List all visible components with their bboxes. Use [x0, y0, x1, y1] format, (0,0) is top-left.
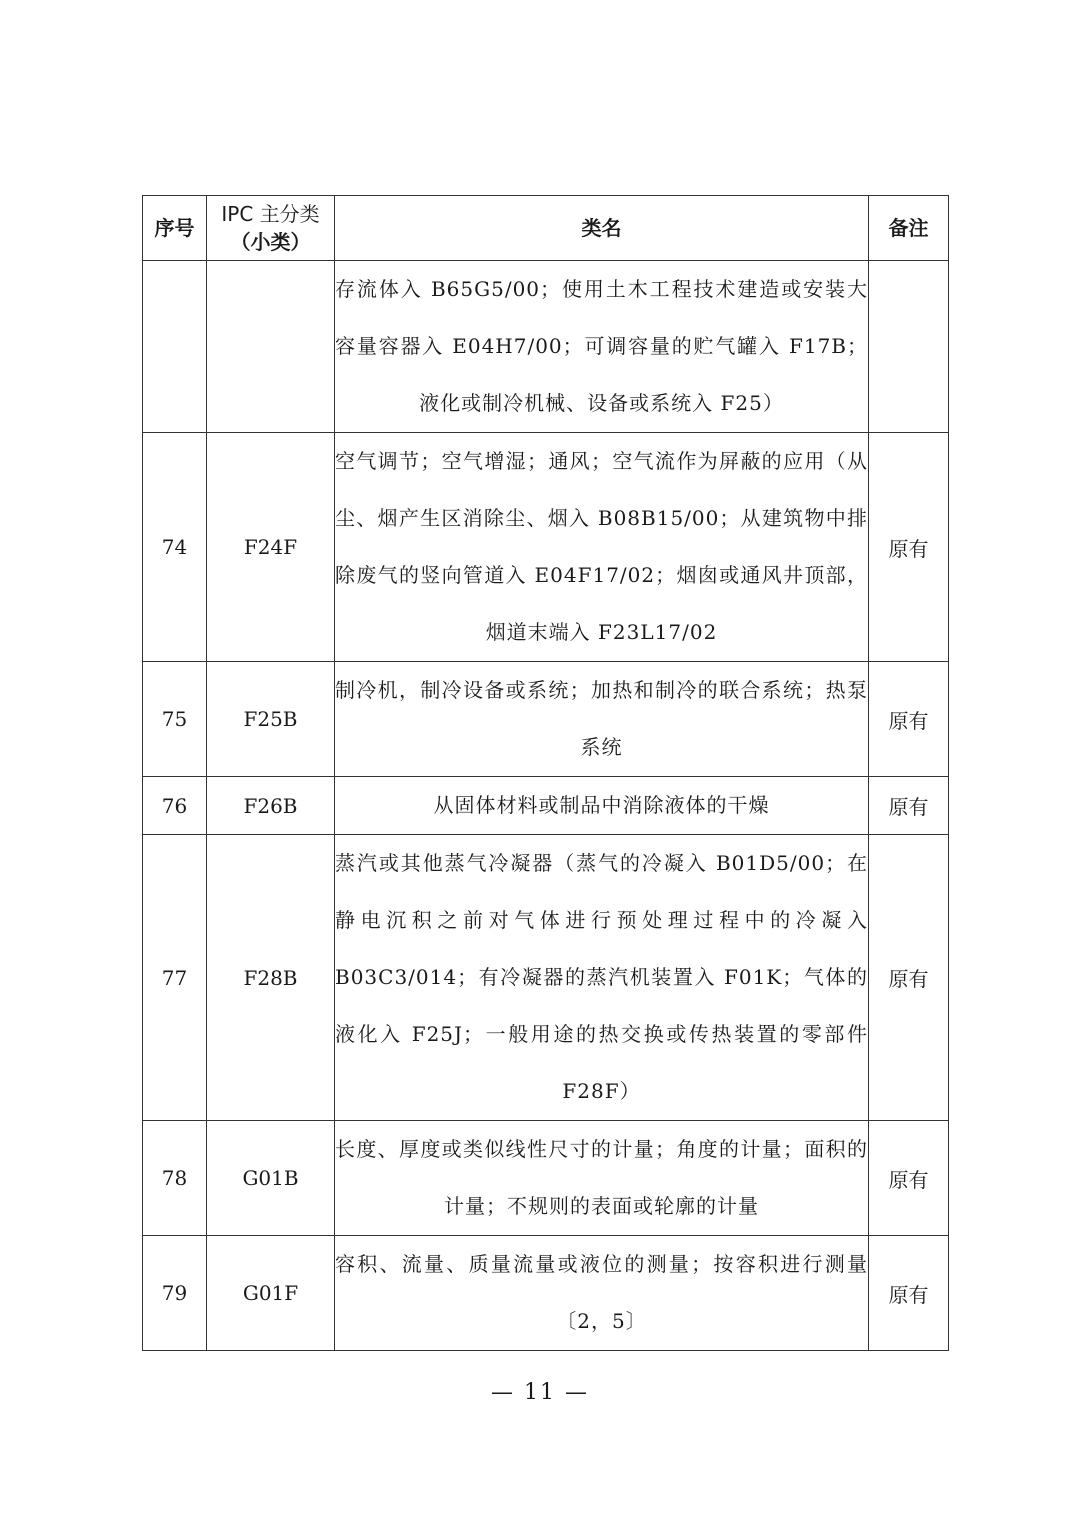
- row-note: 原有: [869, 835, 949, 1121]
- row-note: 原有: [869, 1121, 949, 1236]
- row-ipc: G01B: [207, 1121, 335, 1236]
- row-name-text: 制冷机，制冷设备或系统；加热和制冷的联合系统；热泵系统: [335, 678, 868, 759]
- row-ipc: F25B: [207, 662, 335, 777]
- table-row: [143, 1236, 949, 1351]
- row-name: [335, 662, 869, 777]
- page-number: — 11 —: [491, 1380, 589, 1405]
- row-name: [335, 777, 869, 835]
- header-seq: 序号: [143, 196, 207, 261]
- table-row: [143, 1121, 949, 1236]
- row-name: [335, 1121, 869, 1236]
- ipc-classification-table: [142, 195, 949, 1351]
- table-row: [143, 835, 949, 1121]
- row-seq: 74: [143, 433, 207, 662]
- row-note: 原有: [869, 1236, 949, 1351]
- row-note: 原有: [869, 777, 949, 835]
- row-ipc: F26B: [207, 777, 335, 835]
- row-note: [869, 261, 949, 433]
- row-name-text: 长度、厚度或类似线性尺寸的计量；角度的计量；面积的计量；不规则的表面或轮廓的计量: [335, 1137, 868, 1218]
- row-name-text: 从固体材料或制品中消除液体的干燥: [433, 793, 770, 817]
- row-seq: 75: [143, 662, 207, 777]
- row-name: [335, 835, 869, 1121]
- row-ipc: F28B: [207, 835, 335, 1121]
- row-seq: 78: [143, 1121, 207, 1236]
- row-name-text: 容积、流量、质量流量或液位的测量；按容积进行测量〔2，5〕: [335, 1252, 868, 1333]
- header-name: 类名: [335, 196, 869, 261]
- table-row: [143, 261, 949, 433]
- row-seq: 76: [143, 777, 207, 835]
- table-row: [143, 777, 949, 835]
- table-header-row: [143, 196, 949, 261]
- table-row: [143, 433, 949, 662]
- header-note: 备注: [869, 196, 949, 261]
- row-ipc: G01F: [207, 1236, 335, 1351]
- row-name-text: 空气调节；空气增湿；通风；空气流作为屏蔽的应用（从尘、烟产生区消除尘、烟入 B08B15/00；从建筑物中排除废气的竖向管道入 E04F17/02；烟囱或通风井顶部，烟道末端入 F23L17/02: [335, 449, 868, 644]
- row-ipc: F24F: [207, 433, 335, 662]
- header-ipc-line2: （小类）: [230, 230, 311, 254]
- row-seq: 79: [143, 1236, 207, 1351]
- header-ipc-line1: IPC 主分类: [221, 202, 320, 226]
- row-note: 原有: [869, 662, 949, 777]
- row-seq: 77: [143, 835, 207, 1121]
- row-name: [335, 433, 869, 662]
- row-name: [335, 261, 869, 433]
- row-ipc: [207, 261, 335, 433]
- row-name-text: 存流体入 B65G5/00；使用土木工程技术建造或安装大容量容器入 E04H7/00；可调容量的贮气罐入 F17B；液化或制冷机械、设备或系统入 F25）: [335, 277, 868, 415]
- row-note: 原有: [869, 433, 949, 662]
- row-seq: [143, 261, 207, 433]
- header-ipc: [207, 196, 335, 261]
- row-name: [335, 1236, 869, 1351]
- table-row: [143, 662, 949, 777]
- row-name-text: 蒸汽或其他蒸气冷凝器（蒸气的冷凝入 B01D5/00；在静电沉积之前对气体进行预处理过程中的冷凝入 B03C3/014；有冷凝器的蒸汽机装置入 F01K；气体的液化入 F25J；一般用途的热交换或传热装置的零部件 F28F）: [335, 851, 868, 1103]
